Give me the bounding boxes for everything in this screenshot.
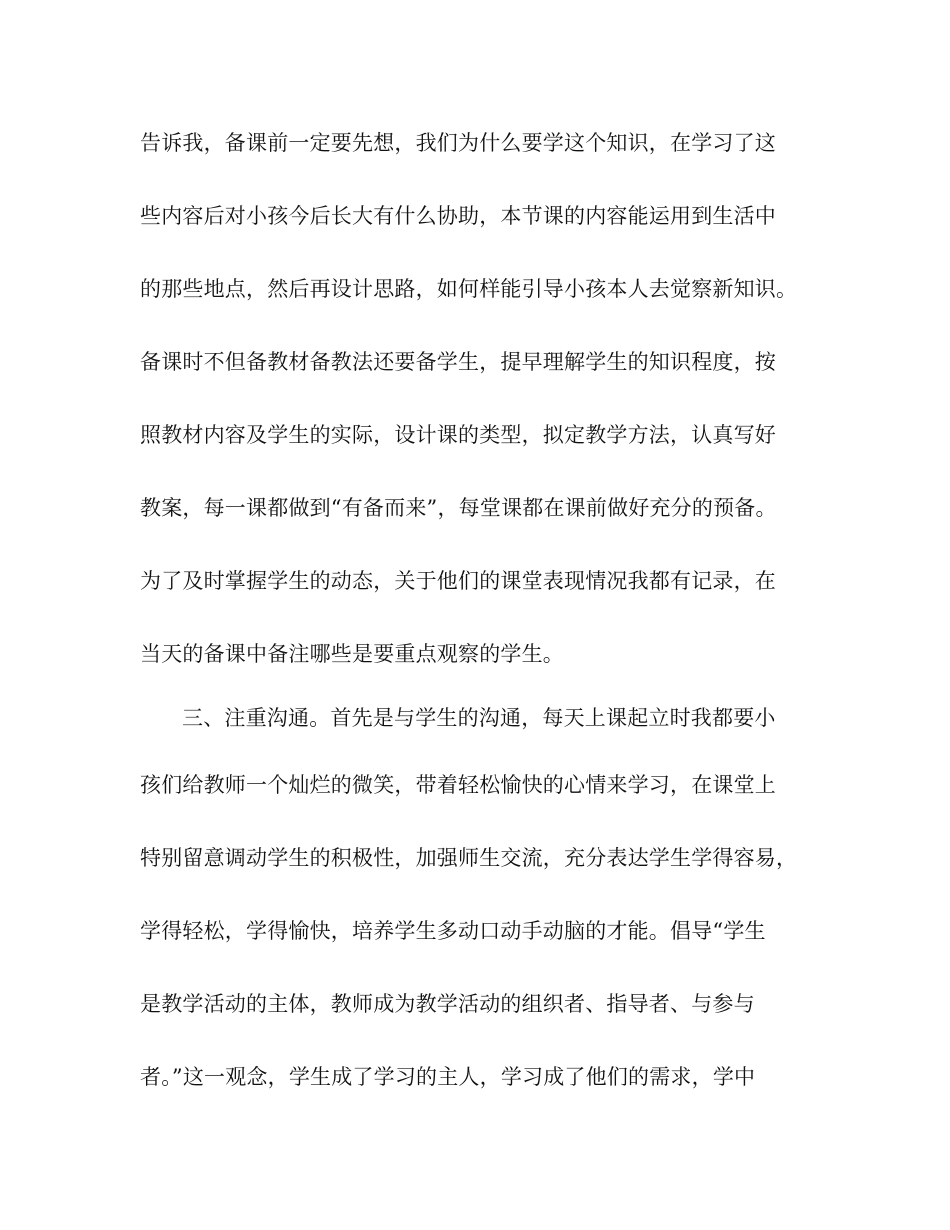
text-line: 备课时不但备教材备教法还要备学生，提早理解学生的知识程度，按 [140,350,776,374]
text-line: 照教材内容及学生的实际，设计课的类型，拟定教学方法，认真写好 [140,423,776,447]
text-line: 些内容后对小孩今后长大有什么协助，本节课的内容能运用到生活中 [140,204,776,228]
text-line: 教案，每一课都做到“有备而来”，每堂课都在课前做好充分的预备。 [140,496,777,520]
text-line: 孩们给教师一个灿烂的微笑，带着轻松愉快的心情来学习，在课堂上 [140,773,776,797]
text-line: 者。”这一观念，学生成了学习的主人，学习成了他们的需求，学中 [140,1065,756,1089]
text-line: 学得轻松，学得愉快，培养学生多动口动手动脑的才能。倡导“学生 [140,919,766,943]
text-line: 为了及时掌握学生的动态，关于他们的课堂表现情况我都有记录，在 [140,569,776,593]
text-line: 特别留意调动学生的积极性，加强师生交流，充分表达学生学得容易， [140,846,798,870]
paragraph-start-line: 三、注重沟通。首先是与学生的沟通，每天上课起立时我都要小 [182,706,776,730]
text-line: 是教学活动的主体，教师成为教学活动的组织者、指导者、与参与 [140,992,755,1016]
text-line: 的那些地点，然后再设计思路，如何样能引导小孩本人去觉察新知识。 [140,277,798,301]
text-line: 当天的备课中备注哪些是要重点观察的学生。 [140,642,564,666]
text-line: 告诉我，备课前一定要先想，我们为什么要学这个知识，在学习了这 [140,131,776,155]
